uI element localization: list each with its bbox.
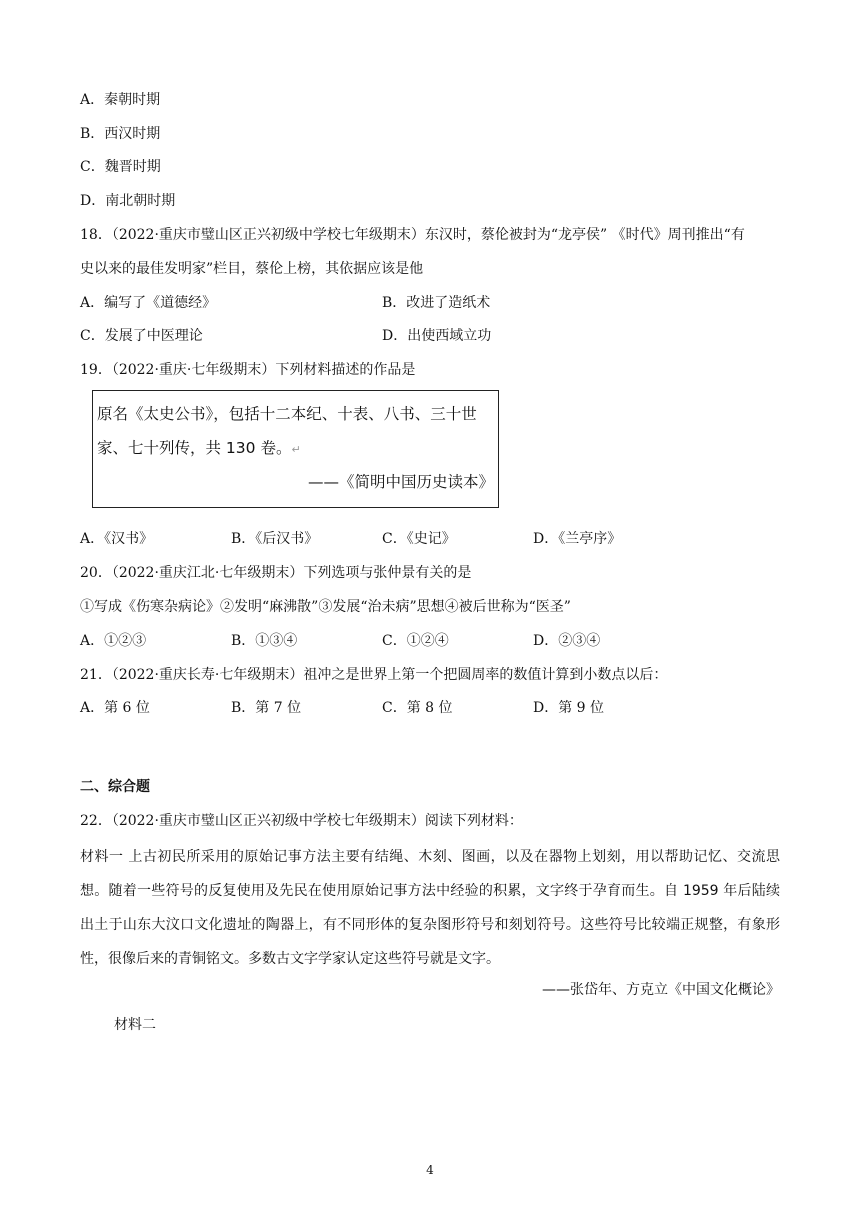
page-number: 4 — [426, 1163, 434, 1177]
q17-option-a: A．秦朝时期 — [80, 92, 161, 108]
q18-option-c: C．发展了中医理论 — [80, 328, 203, 344]
q22-material2-label: 材料二 — [114, 1017, 156, 1033]
q17-option-b: B．西汉时期 — [80, 126, 161, 142]
q22-source: ——张岱年、方克立《中国文化概论》 — [542, 982, 780, 998]
q17-option-d: D．南北朝时期 — [80, 193, 176, 209]
q20-option-b: B．①③④ — [231, 633, 298, 649]
q20-items: ①写成《伤寒杂病论》②发明“麻沸散”③发展“治未病”思想④被后世称为“医圣” — [80, 599, 571, 615]
q19-option-c: C．《史记》 — [382, 531, 456, 547]
q18-option-b: B．改进了造纸术 — [382, 295, 491, 311]
q19-option-a: A．《汉书》 — [80, 531, 154, 547]
q21-option-a: A．第 6 位 — [80, 700, 150, 716]
q18-option-a: A．编写了《道德经》 — [80, 295, 217, 311]
q19-stem: 19．（2022·重庆·七年级期末）下列材料描述的作品是 — [80, 362, 416, 378]
q20-option-a: A．①②③ — [80, 633, 147, 649]
q17-option-c: C．魏晋时期 — [80, 159, 161, 175]
q22-material1: 材料一 上古初民所采用的原始记事方法主要有结绳、木刻、图画，以及在器物上划刻，用以帮助记忆、交流思想。随着一些符号的反复使用及先民在使用原始记事方法中经验的积累，文字终于孕育而生。自 1959 年后陆续出土于山东大汶口文化遗址的陶器上，有不同形体的复杂图形符号和刻划符号。这些符号比较端正规整，有象形性，很像后来的青铜铭文。多数古文字学家认定这些符号就是文字。 — [80, 849, 780, 967]
q18-option-d: D．出使西域立功 — [382, 328, 492, 344]
q21-option-d: D．第 9 位 — [533, 700, 605, 716]
q19-box-line1: 原名《太史公书》，包括十二本纪、十表、八书、三十世 — [97, 405, 477, 423]
q22-stem: 22．（2022·重庆市璧山区正兴初级中学校七年级期末）阅读下列材料： — [80, 813, 523, 829]
q18-stem-line2: 史以来的最佳发明家”栏目，蔡伦上榜，其依据应该是他 — [80, 261, 424, 277]
q19-box-line2: 家、七十列传，共 130 卷。↵ — [97, 439, 301, 457]
q20-option-d: D．②③④ — [533, 633, 601, 649]
q20-stem: 20．（2022·重庆江北·七年级期末）下列选项与张仲景有关的是 — [80, 565, 472, 581]
q18-stem-line1: 18．（2022·重庆市璧山区正兴初级中学校七年级期末）东汉时，蔡伦被封为“龙亭侯” 《时代》周刊推出“有 — [80, 227, 745, 243]
q19-option-b: B．《后汉书》 — [231, 531, 319, 547]
q21-option-c: C．第 8 位 — [382, 700, 453, 716]
q21-stem: 21．（2022·重庆长寿·七年级期末）祖冲之是世界上第一个把圆周率的数值计算到小数点以后： — [80, 667, 668, 683]
q19-material-box — [92, 390, 499, 508]
q19-option-d: D．《兰亭序》 — [533, 531, 622, 547]
q20-option-c: C．①②④ — [382, 633, 449, 649]
q19-box-source: ——《简明中国历史读本》 — [307, 473, 494, 491]
q21-option-b: B．第 7 位 — [231, 700, 302, 716]
section-heading: 二、综合题 — [80, 779, 150, 795]
return-mark-icon: ↵ — [291, 443, 301, 456]
